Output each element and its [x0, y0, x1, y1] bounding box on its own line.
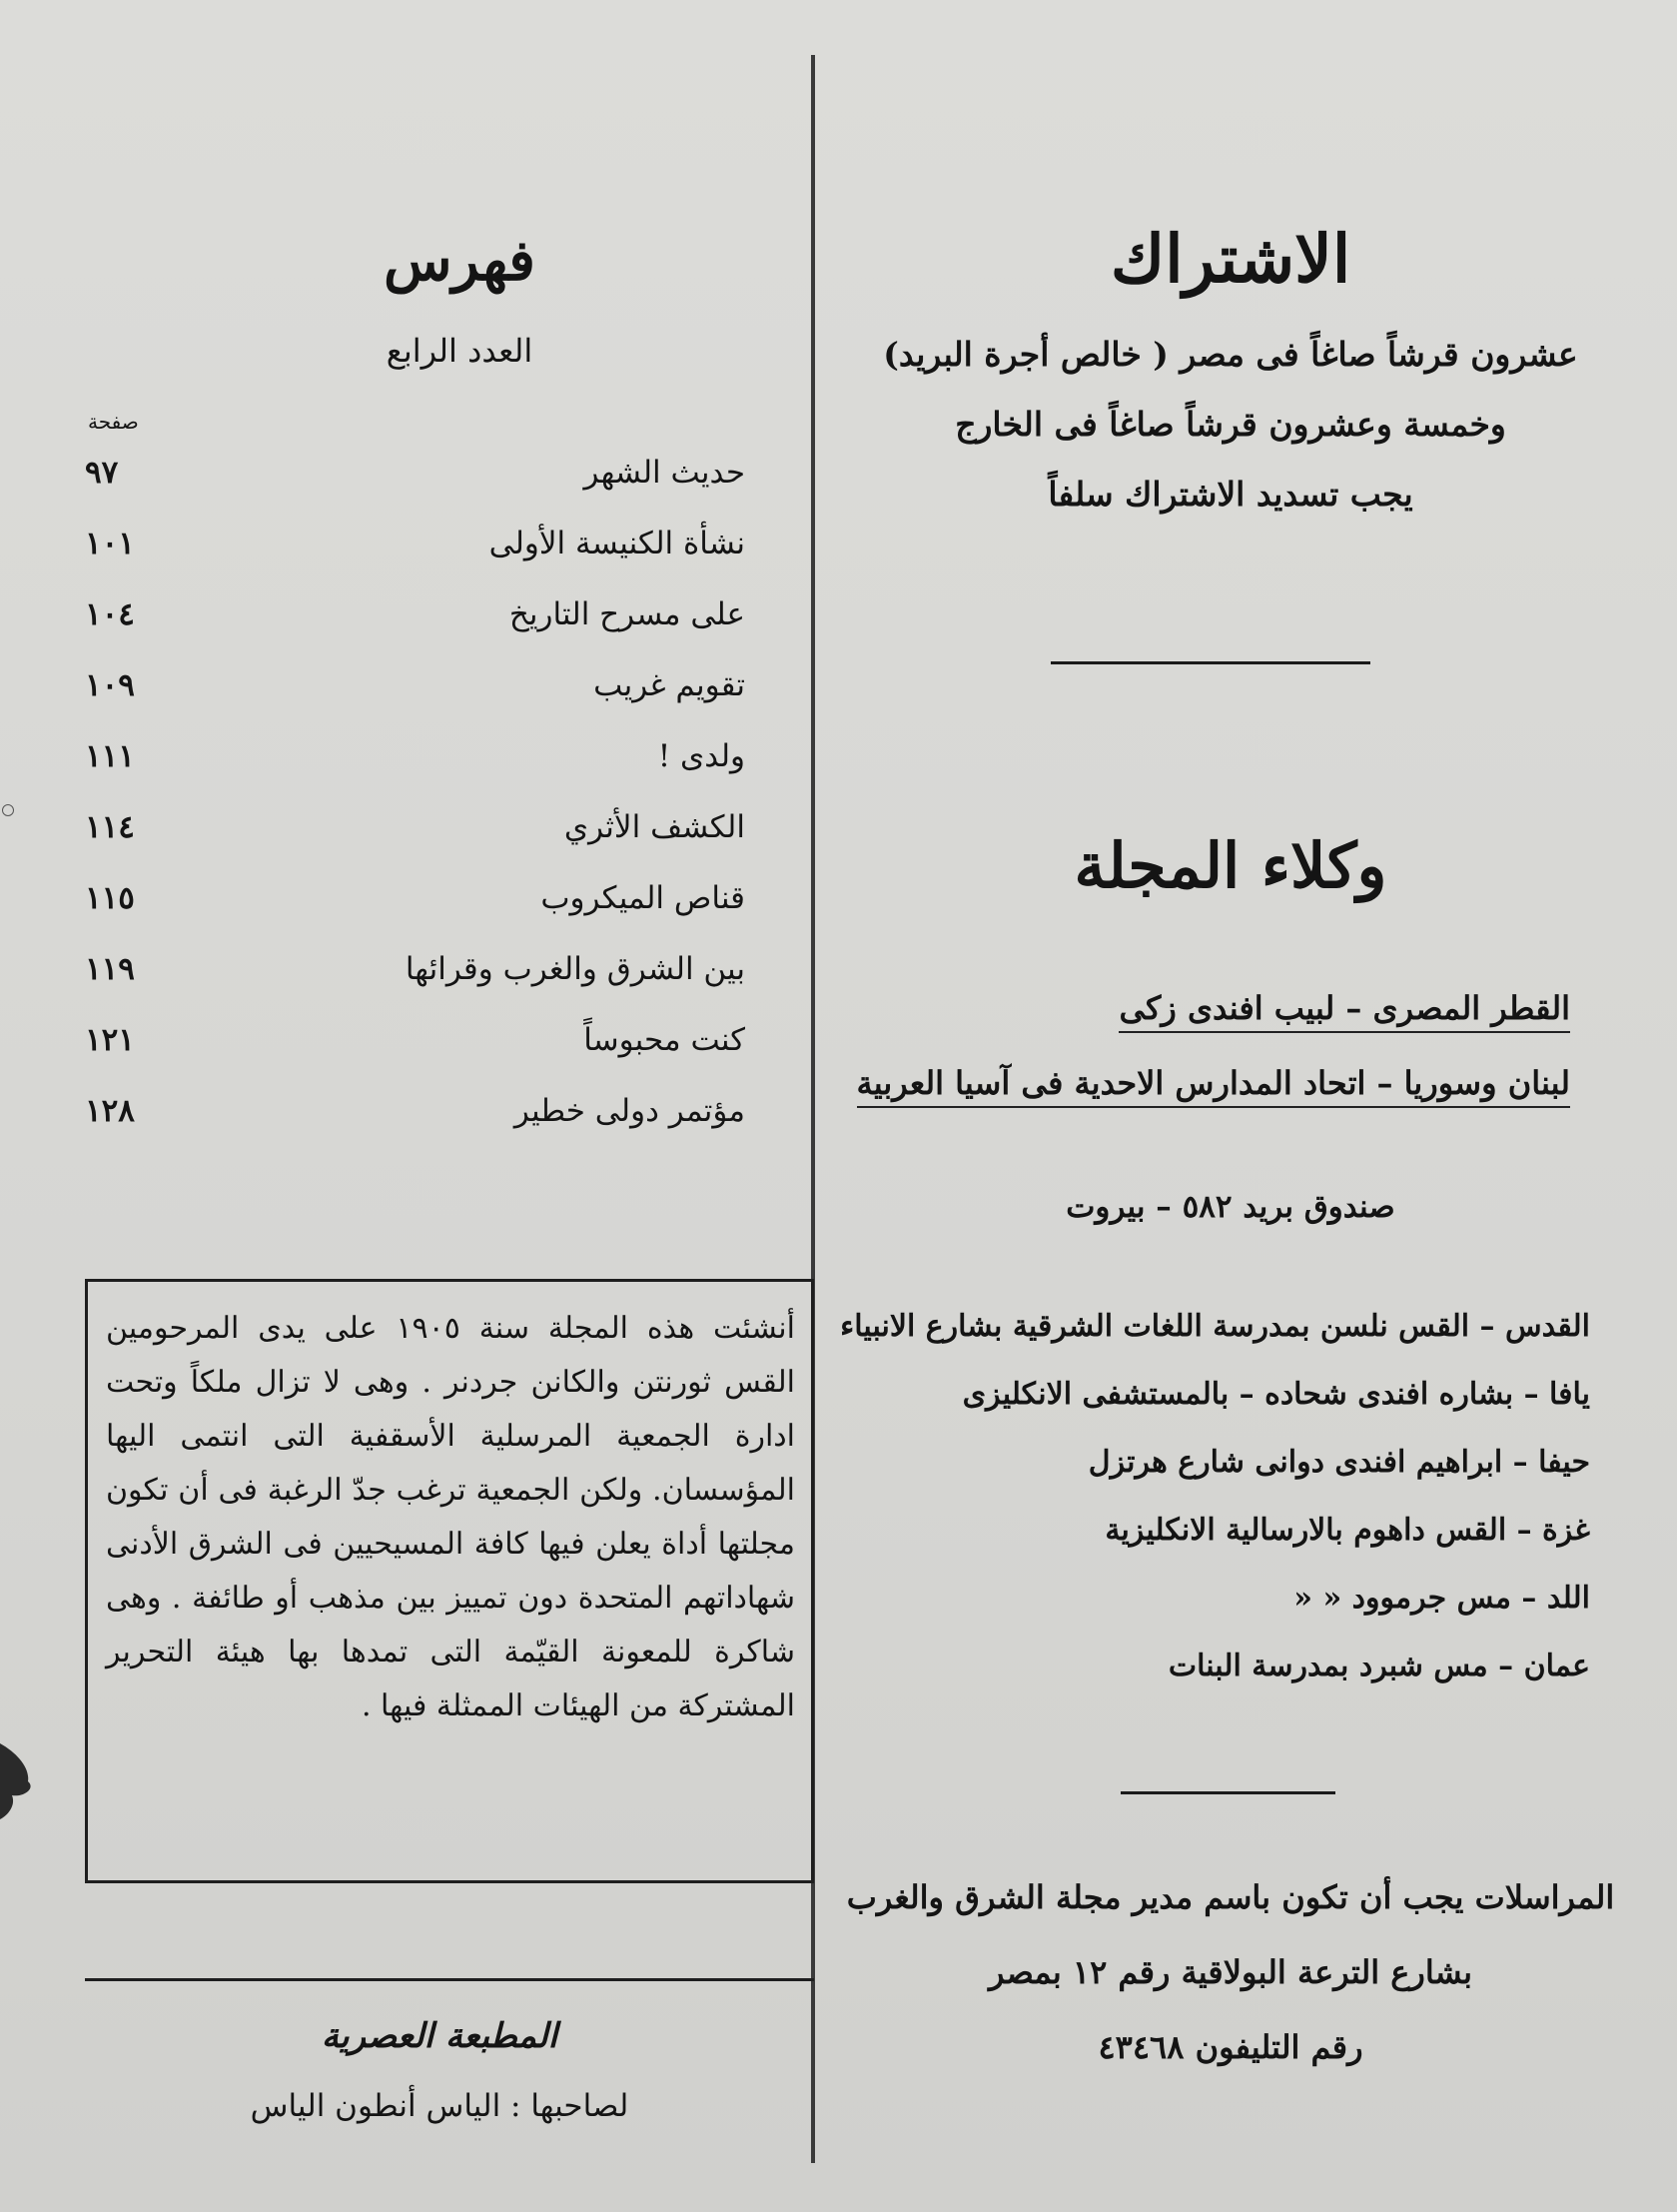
subscription-line: عشرون قرشاً صاغاً فى مصر ( خالص أجرة البريد) — [883, 335, 1578, 374]
toc-entry-page: ١٢٨ — [85, 1093, 135, 1129]
toc-entry-title: بين الشرق والغرب وقرائها — [405, 951, 745, 987]
issue-label: العدد الرابع — [386, 332, 533, 370]
index-title: فهرس — [384, 228, 535, 294]
toc-row — [70, 738, 809, 788]
toc-entry-title: الكشف الأثري — [563, 809, 745, 845]
local-agent: يافا – بشاره افندى شحاده – بالمستشفى الانكليزى — [962, 1377, 1590, 1412]
page-column-label: صفحة — [88, 410, 139, 434]
local-agent: غزة – القس داهوم بالارسالية الانكليزية — [1105, 1513, 1590, 1548]
local-agent: حيفا – ابراهيم افندى دوانى شارع هرتزل — [1088, 1445, 1590, 1480]
toc-entry-page: ١١٩ — [85, 951, 135, 987]
scan-mark — [2, 804, 14, 816]
history-text: أنشئت هذه المجلة سنة ١٩٠٥ على يدى المرحومين القس ثورنتن والكانن جردنر . وهى لا تزال ملكاً وتحت ادارة الجمعية المرسلية الأسقفية التى انتمى اليها المؤسسان. ولكن الجمعية ترغب جدّ الرغبة فى أن تكون مجلتها أداة يعلن فيها كافة المسيحيين فى الشرق الأدنى شهاداتهم المتحدة دون تمييز بين مذهب أو طائفة . وهى شاكرة للمعونة القيّمة التى تمدها بها هيئة التحرير المشتركة من الهيئات الممثلة فيها . — [106, 1311, 795, 1723]
history-box — [85, 1279, 814, 1883]
toc-entry-title: ولدى ! — [657, 738, 745, 774]
toc-row — [70, 526, 809, 575]
footer-rule — [85, 1978, 814, 1981]
press-name: المطبعة العصرية — [321, 2016, 558, 2056]
local-agent: القدس – القس نلسن بمدرسة اللغات الشرقية بشارع الانبياء — [840, 1309, 1590, 1344]
toc-row — [70, 667, 809, 717]
section-rule — [1121, 1791, 1335, 1794]
toc-row — [70, 880, 809, 930]
subscription-title: الاشتراك — [1110, 220, 1351, 298]
toc-row — [70, 596, 809, 646]
subscription-line: يجب تسديد الاشتراك سلفاً — [1048, 475, 1413, 514]
toc-entry-page: ١١١ — [85, 738, 135, 774]
toc-row — [70, 951, 809, 1001]
toc-entry-title: على مسرح التاريخ — [508, 596, 745, 632]
toc-entry-title: حديث الشهر — [583, 455, 745, 491]
toc-row — [70, 809, 809, 859]
toc-entry-page: ١٠١ — [85, 526, 135, 561]
toc-row — [70, 455, 809, 505]
correspondence-line: المراسلات يجب أن تكون باسم مدير مجلة الشرق والغرب — [846, 1878, 1615, 1916]
toc-row — [70, 1022, 809, 1072]
po-box: صندوق بريد ٥٨٢ – بيروت — [1066, 1189, 1395, 1225]
toc-entry-page: ١٢١ — [85, 1022, 135, 1058]
toc-entry-title: كنت محبوساً — [583, 1022, 745, 1058]
press-owner: لصاحبها : الياس أنطون الياس — [250, 2088, 629, 2124]
regional-agent-text: القطر المصرى – لبيب افندى زكى — [1119, 989, 1570, 1033]
toc-entry-title: قناص الميكروب — [540, 880, 745, 916]
subscription-line: وخمسة وعشرون قرشاً صاغاً فى الخارج — [955, 405, 1506, 444]
toc-entry-page: ١٠٤ — [85, 596, 135, 632]
agents-title: وكلاء المجلة — [1074, 829, 1387, 902]
toc-row — [70, 1093, 809, 1143]
regional-agent — [857, 1064, 1570, 1102]
edge-blot — [0, 1733, 40, 1823]
regional-agent-text: لبنان وسوريا – اتحاد المدارس الاحدية فى آسيا العربية — [857, 1064, 1570, 1108]
toc-entry-page: ١١٥ — [85, 880, 135, 916]
correspondence-line: رقم التليفون ٤٣٤٦٨ — [1098, 2028, 1363, 2066]
local-agent: عمان – مس شبرد بمدرسة البنات — [1168, 1649, 1590, 1683]
toc-entry-page: ١٠٩ — [85, 667, 135, 703]
section-rule — [1051, 661, 1370, 664]
toc-entry-page: ١١٤ — [85, 809, 135, 845]
toc-entry-page: ٩٧ — [85, 455, 119, 491]
correspondence-line: بشارع الترعة البولاقية رقم ١٢ بمصر — [988, 1953, 1473, 1991]
toc-entry-title: نشأة الكنيسة الأولى — [488, 526, 745, 561]
local-agent: اللد – مس جرموود « « — [1293, 1581, 1590, 1616]
toc-entry-title: مؤتمر دولى خطير — [513, 1093, 745, 1129]
toc-entry-title: تقويم غريب — [593, 667, 745, 703]
regional-agent — [1119, 989, 1570, 1027]
